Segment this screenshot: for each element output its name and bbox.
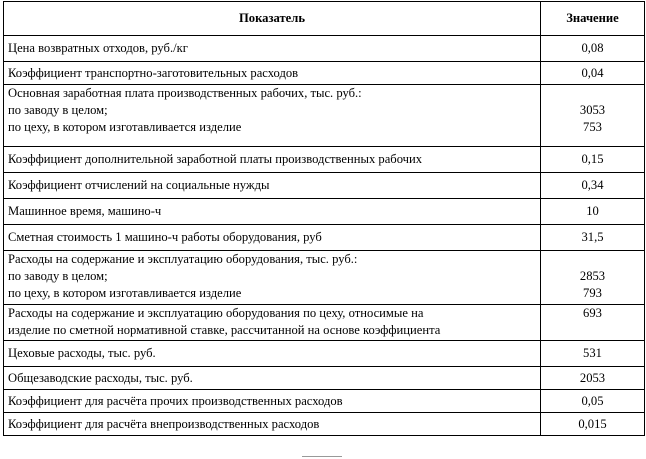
row-value <box>541 62 645 85</box>
row-name-line: Цена возвратных отходов, руб./кг <box>8 41 188 55</box>
row-value-line <box>545 251 640 268</box>
row-value-line: 2053 <box>579 370 606 385</box>
row-value-line: 0,015 <box>578 416 607 431</box>
row-value-line: 753 <box>583 120 602 134</box>
row-name-line: Коэффициент отчислений на социальные нужды <box>8 178 270 192</box>
table-row <box>4 36 645 62</box>
row-value-line: 10 <box>586 204 599 218</box>
row-value-line <box>545 85 640 102</box>
row-name-line: Коэффициент транспортно-заготовительных расходов <box>8 65 299 80</box>
row-name <box>4 147 541 173</box>
header-value: Значение <box>541 2 645 36</box>
row-value-line: 693 <box>583 306 602 320</box>
row-value-line: 793 <box>583 286 602 300</box>
table-row <box>4 367 645 390</box>
row-name-line: по цеху, в котором изготавливается изделие <box>8 120 242 134</box>
table-header-row <box>4 2 645 36</box>
row-value <box>541 147 645 173</box>
row-value <box>541 36 645 62</box>
table-row <box>4 85 645 147</box>
row-value-line: 531 <box>583 346 602 360</box>
table-row <box>4 173 645 199</box>
row-name-line: Коэффициент для расчёта внепроизводственных расходов <box>8 416 320 431</box>
table-row <box>4 225 645 251</box>
table-row <box>4 199 645 225</box>
row-name <box>4 199 541 225</box>
row-value <box>541 341 645 367</box>
row-name <box>4 173 541 199</box>
row-value <box>541 251 645 305</box>
row-name <box>4 62 541 85</box>
row-name <box>4 390 541 413</box>
row-value <box>541 85 645 147</box>
row-name-line: Расходы на содержание и эксплуатацию оборудования, тыс. руб.: <box>8 252 358 266</box>
row-name-line: по цеху, в котором изготавливается изделие <box>8 286 242 300</box>
row-value-line: 0,05 <box>581 393 604 408</box>
table-row <box>4 341 645 367</box>
row-name <box>4 341 541 367</box>
row-name <box>4 367 541 390</box>
row-value-line: 0,34 <box>581 178 604 192</box>
row-name-line: по заводу в целом; <box>8 269 108 283</box>
parameters-table <box>3 1 645 436</box>
row-value-line: 0,08 <box>581 41 604 55</box>
row-name <box>4 85 541 147</box>
row-value <box>541 225 645 251</box>
row-name-line: Цеховые расходы, тыс. руб. <box>8 346 156 360</box>
row-value <box>541 413 645 436</box>
row-value <box>541 367 645 390</box>
row-value <box>541 199 645 225</box>
page-edge-mark <box>302 456 342 457</box>
row-name-line: Сметная стоимость 1 машино-ч работы оборудования, руб <box>8 230 322 244</box>
row-name-line: Расходы на содержание и эксплуатацию оборудования по цеху, относимые на <box>8 306 424 320</box>
row-name <box>4 36 541 62</box>
row-value <box>541 305 645 341</box>
row-name <box>4 251 541 305</box>
row-name <box>4 413 541 436</box>
table-row <box>4 62 645 85</box>
table-row <box>4 390 645 413</box>
row-name-line: по заводу в целом; <box>8 103 108 117</box>
row-name <box>4 305 541 341</box>
table-row <box>4 147 645 173</box>
row-name-line: Коэффициент для расчёта прочих производственных расходов <box>8 393 343 408</box>
header-name: Показатель <box>4 2 541 36</box>
row-name-line: изделие по сметной нормативной ставке, рассчитанной на основе коэффициента <box>8 323 441 337</box>
table-row <box>4 251 645 305</box>
row-name-line: Общезаводские расходы, тыс. руб. <box>8 370 193 385</box>
table-row <box>4 305 645 341</box>
row-value-line: 31,5 <box>581 230 604 244</box>
row-value <box>541 173 645 199</box>
row-name-line: Основная заработная плата производственных рабочих, тыс. руб.: <box>8 86 362 100</box>
row-name <box>4 225 541 251</box>
row-name-line: Коэффициент дополнительной заработной платы производственных рабочих <box>8 152 423 166</box>
table-row <box>4 413 645 436</box>
row-value-line: 0,04 <box>581 65 604 80</box>
row-value-line: 0,15 <box>581 152 604 166</box>
row-name-line: Машинное время, машино-ч <box>8 204 162 218</box>
row-value <box>541 390 645 413</box>
row-value-line: 2853 <box>579 269 606 283</box>
row-value-line: 3053 <box>579 103 606 117</box>
